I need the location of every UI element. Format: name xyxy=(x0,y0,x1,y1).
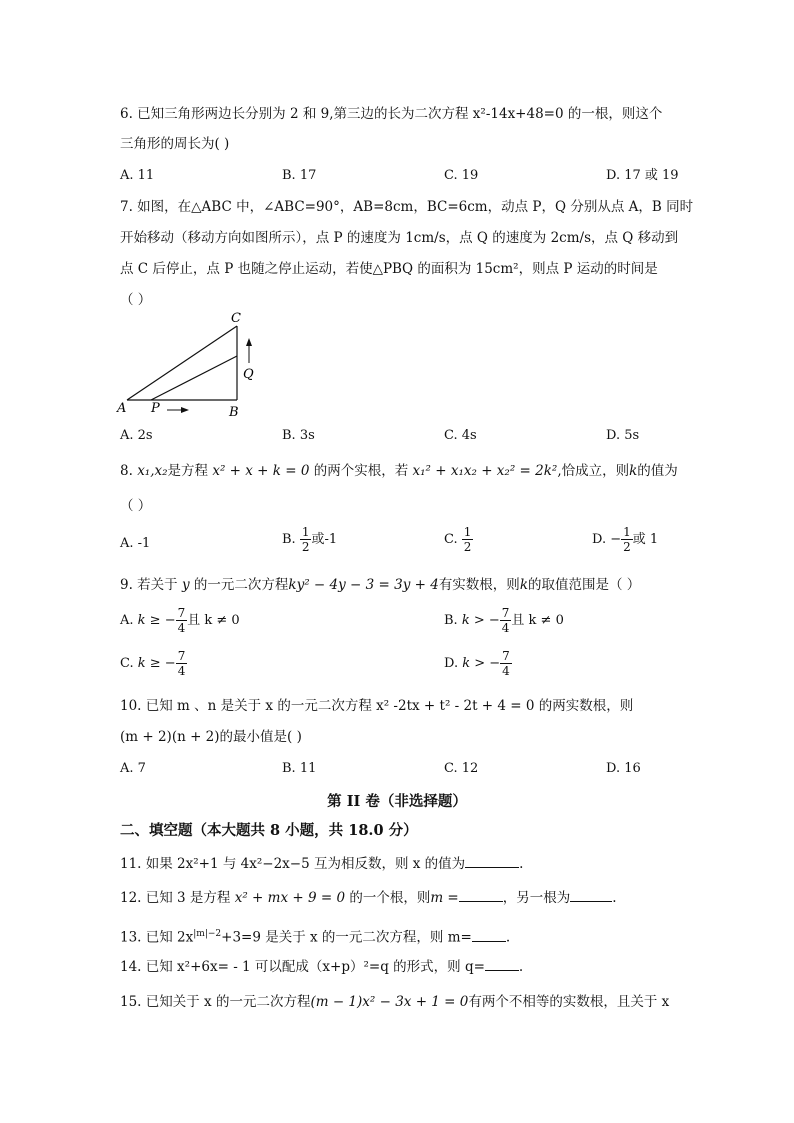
q8-option-c: C. $\frac{1}{2}$ xyxy=(444,525,472,554)
q7-line1: 7. 如图，在△ABC 中，∠ABC=90°，AB=8cm，BC=6cm，动点 P，Q 分别从点 A，B 同时 xyxy=(120,199,694,215)
fraction: $\frac{1}{2}$ xyxy=(623,525,631,554)
q8-line2: （ ） xyxy=(120,498,152,514)
q8-option-b: B. $\frac{1}{2}$ 或-1 xyxy=(282,525,338,554)
q8-line1 xyxy=(120,461,678,481)
label-b: B xyxy=(229,405,239,420)
answer-blank[interactable] xyxy=(485,958,519,971)
q8-vars: x₁,x₂ xyxy=(137,463,168,479)
answer-blank[interactable] xyxy=(570,889,612,902)
q7-option-b: B. 3s xyxy=(282,428,315,443)
answer-blank[interactable] xyxy=(472,929,506,942)
q8-condition: x₁² + x₁x₂ + x₂² = 2k² xyxy=(412,463,558,479)
q8-option-d: D. − $\frac{1}{2}$ 或 1 xyxy=(592,525,659,554)
answer-blank[interactable] xyxy=(459,889,503,902)
q10-option-a: A. 7 xyxy=(120,761,146,776)
q8-text1: 是方程 xyxy=(167,463,209,479)
q9-option-d: D. k > − $\frac{7}{4}$ xyxy=(444,649,510,678)
side-ac xyxy=(127,326,237,400)
section-title: 二、填空题（本大题共 8 小题，共 18.0 分） xyxy=(120,822,418,839)
q8-k: k xyxy=(629,463,638,479)
q14-line: 14. 已知 x²+6x= - 1 可以配成（x+p）²=q 的形式，则 q= . xyxy=(120,959,524,975)
fraction: $\frac{7}{4}$ xyxy=(177,649,186,678)
label-p: P xyxy=(151,401,160,416)
fraction: $\frac{1}{2}$ xyxy=(301,525,310,554)
q8-equation: x² + x + k = 0 xyxy=(212,463,310,479)
q10-option-b: B. 11 xyxy=(282,761,317,776)
q8-option-a: A. -1 xyxy=(120,536,151,551)
q9-option-c: C. k ≥ − $\frac{7}{4}$ xyxy=(120,649,186,678)
q6-line1: 6. 已知三角形两边长分别为 2 和 9,第三边的长为二次方程 x²-14x+48=0 的一根，则这个 xyxy=(120,106,663,122)
fraction: $\frac{1}{2}$ xyxy=(463,525,472,554)
fraction: $\frac{7}{4}$ xyxy=(501,606,510,635)
q9-option-b: B. k > − $\frac{7}{4}$ 且 k ≠ 0 xyxy=(444,606,564,635)
q6-option-a: A. 11 xyxy=(120,168,155,183)
q9-line1: 9. 若关于 y 的一元二次方程ky² − 4y − 3 = 3y + 4有实数根，则k的取值范围是（ ） xyxy=(120,577,641,593)
q8-text3: ,恰成立，则 xyxy=(557,463,630,479)
answer-blank[interactable] xyxy=(465,855,519,868)
part2-title: 第 II 卷（非选择题） xyxy=(327,793,467,810)
q7-option-a: A. 2s xyxy=(120,428,153,443)
q7-line3: 点 C 后停止，点 P 也随之停止运动，若使△PBQ 的面积为 15cm²，则点 P 运动的时间是 xyxy=(120,261,658,277)
q7-option-c: C. 4s xyxy=(444,428,477,443)
q8-prefix: 8. xyxy=(120,463,133,479)
label-c: C xyxy=(231,311,241,326)
q8-text2: 的两个实根，若 xyxy=(313,463,409,479)
q-arrow-head xyxy=(246,338,252,346)
q9-option-a: A. k ≥ − $\frac{7}{4}$ 且 k ≠ 0 xyxy=(120,606,240,635)
label-q: Q xyxy=(243,367,254,382)
q15-line: 15. 已知关于 x 的一元二次方程(m − 1)x² − 3x + 1 = 0有两个不相等的实数根，且关于 x xyxy=(120,994,670,1010)
q9-equation: ky² − 4y − 3 = 3y + 4 xyxy=(288,577,439,593)
q10-line1: 10. 已知 m 、n 是关于 x 的一元二次方程 x² -2tx + t² - 2t + 4 = 0 的两实数根，则 xyxy=(120,698,634,714)
q7-line4: （ ） xyxy=(120,292,152,308)
label-a: A xyxy=(117,401,127,416)
q6-line2: 三角形的周长为( ) xyxy=(120,136,230,152)
q7-line2: 开始移动（移动方向如图所示），点 P 的速度为 1cm/s，点 Q 的速度为 2cm/s，点 Q 移动到 xyxy=(120,230,679,246)
p-arrow-head xyxy=(181,407,189,413)
q13-line: 13. 已知 $2x^{|m|-2}+3=9$ 是关于 x 的一元二次方程，则 m= . xyxy=(120,929,511,946)
q10-option-c: C. 12 xyxy=(444,761,479,776)
triangle-figure xyxy=(115,308,275,420)
q10-line2: (m + 2)(n + 2)的最小值是( ) xyxy=(120,729,302,745)
fraction: $\frac{7}{4}$ xyxy=(502,649,510,678)
q12-line: 12. 已知 3 是方程 x² + mx + 9 = 0 的一个根，则m = ，另一根为 . xyxy=(120,890,617,906)
q10-option-d: D. 16 xyxy=(606,761,641,776)
segment-pq xyxy=(151,356,237,400)
q7-option-d: D. 5s xyxy=(606,428,640,443)
fraction: $\frac{7}{4}$ xyxy=(177,606,186,635)
q11-line: 11. 如果 2x²+1 与 4x²−2x−5 互为相反数，则 x 的值为 . xyxy=(120,856,524,872)
q6-option-d: D. 17 或 19 xyxy=(606,168,679,183)
q8-text4: 的值为 xyxy=(637,463,678,479)
q6-option-b: B. 17 xyxy=(282,168,317,183)
q6-option-c: C. 19 xyxy=(444,168,479,183)
